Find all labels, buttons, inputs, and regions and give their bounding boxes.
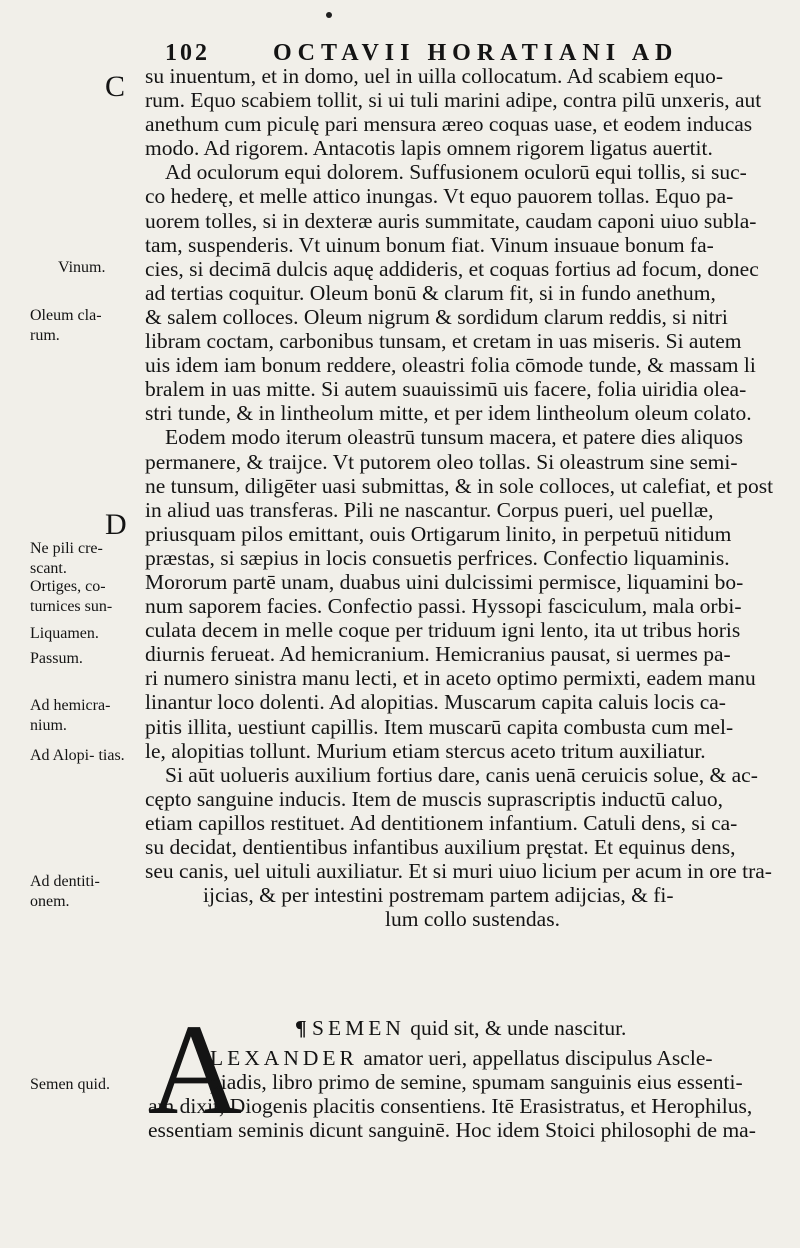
text-line: Mororum partē unam, duabus uini dulcissimi permisce, liquamini bo- [145, 569, 744, 594]
text-line: Eodem modo iterum oleastrū tunsum macera, et patere dies aliquos [165, 425, 743, 450]
text-line: am dixit, Diogenis placitis consentiens. Itē Erasistratus, et Herophilus, [148, 1094, 753, 1119]
text-line: anethum cum piculę pari mensura æreo coquas uase, et eodem inducas [145, 112, 753, 137]
text-line: priusquam pilos emittant, ouis Ortigarum linito, in perpetuū nitidum [145, 521, 732, 546]
text-line: cępto sanguine inducis. Item de muscis suprascriptis inductū caluo, [145, 786, 723, 811]
text-line: pitis illita, uestiunt capillis. Item muscarū capita combusta cum mel- [145, 714, 734, 739]
text-line [210, 1046, 785, 1070]
text-line: & salem colloces. Oleum nigrum & sordidum clarum reddis, si nitri [145, 304, 728, 329]
running-title: OCTAVII HORATIANI AD [273, 40, 679, 66]
margin-note: Liquamen. [30, 625, 99, 642]
pilcrow-mark: ¶ [295, 1016, 307, 1040]
text-line: libram coctam, carbonibus tunsam, et cretam in uas miseris. Si autem [145, 329, 742, 354]
text-line: ad tertias coquitur. Oleum bonū & clarum fit, si in fundo anethum, [145, 280, 716, 305]
text-line: culata decem in melle coque per triduum igni lento, ita ut tribus horis [145, 618, 741, 643]
text-line: essentiam seminis dicunt sanguinē. Hoc idem Stoici philosophi de ma- [148, 1118, 756, 1143]
margin-note: Ne pili cre- scant. [30, 540, 103, 577]
text-line: diurnis ferueat. Ad hemicranium. Hemicranius pausat, si uermes pa- [145, 642, 731, 667]
text-line: linantur loco dolenti. Ad alopitias. Muscarum capita caluis locis ca- [145, 690, 726, 715]
main-text [145, 64, 785, 931]
text-line: piadis, libro primo de semine, spumam sanguinis eius essenti- [210, 1070, 743, 1095]
text-line: rum. Equo scabiem tollit, si ui tuli marini adipe, contra pilū unxeris, aut [145, 88, 762, 113]
text-line: bralem in uas mitte. Si autem suauissimū uis facere, folia uiridia olea- [145, 377, 747, 402]
text-line: stri tunde, & in lintheolum mitte, et per idem lintheolum oleum colato. [145, 401, 752, 426]
signature-d: D [105, 508, 127, 541]
margin-note: Ortiges, co- turnices sun- [30, 578, 113, 615]
text-line: modo. Ad rigorem. Antacotis lapis omnem rigorem ligatus auertit. [145, 136, 713, 161]
margin-note: Ad hemicra- nium. [30, 697, 111, 734]
text-line: etiam capillos restituet. Ad dentitionem infantium. Catuli dens, si ca- [145, 810, 738, 835]
final-paragraph [148, 1046, 785, 1143]
text-line: su inuentum, et in domo, uel in uilla collocatum. Ad scabiem equo- [145, 64, 724, 88]
text-line: ijcias, & per intestini postremam partem adijcias, & fi- [203, 883, 674, 908]
margin-note: Ad dentiti- onem. [30, 873, 100, 910]
small-caps-word: LEXANDER [210, 1046, 358, 1070]
margin-note: Vinum. [58, 259, 106, 276]
text-line: Ad oculorum equi dolorem. Suffusionem oculorū equi tollis, si suc- [165, 160, 747, 185]
drop-cap-initial: A [148, 998, 242, 1142]
text-line: seu canis, uel uituli auxiliatur. Et si muri uiuo licium per acum in ore tra- [145, 859, 772, 884]
text-line: co hederę, et melle attico inungas. Vt equo pauorem tollas. Equo pa- [145, 184, 734, 209]
margin-note: Passum. [30, 650, 83, 667]
section-heading [295, 1016, 775, 1041]
text-line: ri numero sinistra manu lecti, et in aceto optimo permixti, eadem manu [145, 666, 756, 691]
text-line: in aliud uas transferas. Pili ne nascantur. Corpus pueri, uel puellæ, [145, 497, 714, 522]
section-keyword: SEMEN [312, 1016, 405, 1040]
section-title-rest: quid sit, & unde nascitur. [410, 1016, 627, 1040]
text-line: Si aūt uolueris auxilium fortius dare, canis uenā ceruicis solue, & ac- [165, 762, 758, 787]
text-line: su decidat, dentientibus infantibus auxilium pręstat. Et equinus dens, [145, 835, 736, 859]
margin-note: Semen quid. [30, 1076, 110, 1093]
text-line: le, alopitias tollunt. Murium etiam stercus aceto tritum auxiliatur. [145, 738, 706, 763]
text-line: permanere, & traijce. Vt putorem oleo tollas. Si oleastrum sine semi- [145, 449, 738, 474]
text-line: uorem tolles, si in dexteræ auris summitate, caudam caponi uiuo subla- [145, 208, 757, 233]
signature-c: C [105, 70, 126, 103]
page-number: 102 [165, 40, 210, 66]
text-line: ne tunsum, diligēter uasi submittas, & in sole colloces, ut calefiat, et post [145, 473, 774, 498]
text-fragment: amator ueri, appellatus discipulus Ascle- [363, 1046, 713, 1070]
margin-note: Ad Alopi- tias. [30, 747, 125, 764]
text-line: præstas, si sæpius in locis consuetis perfrices. Confectio liquaminis. [145, 545, 730, 570]
text-line: tam, suspenderis. Vt uinum bonum fiat. Vinum insuaue bonum fa- [145, 232, 714, 257]
text-line: lum collo sustendas. [385, 907, 560, 932]
margin-note: Oleum cla- rum. [30, 307, 102, 344]
printer-mark [326, 12, 332, 18]
text-line: cies, si decimā dulcis aquę addideris, et coquas fortius ad focum, donec [145, 256, 759, 281]
text-line: uis idem iam bonum reddere, oleastri folia cōmode tunde, & massam li [145, 353, 756, 378]
text-line: num saporem facies. Confectio passi. Hyssopi fasciculum, mala orbi- [145, 594, 742, 619]
